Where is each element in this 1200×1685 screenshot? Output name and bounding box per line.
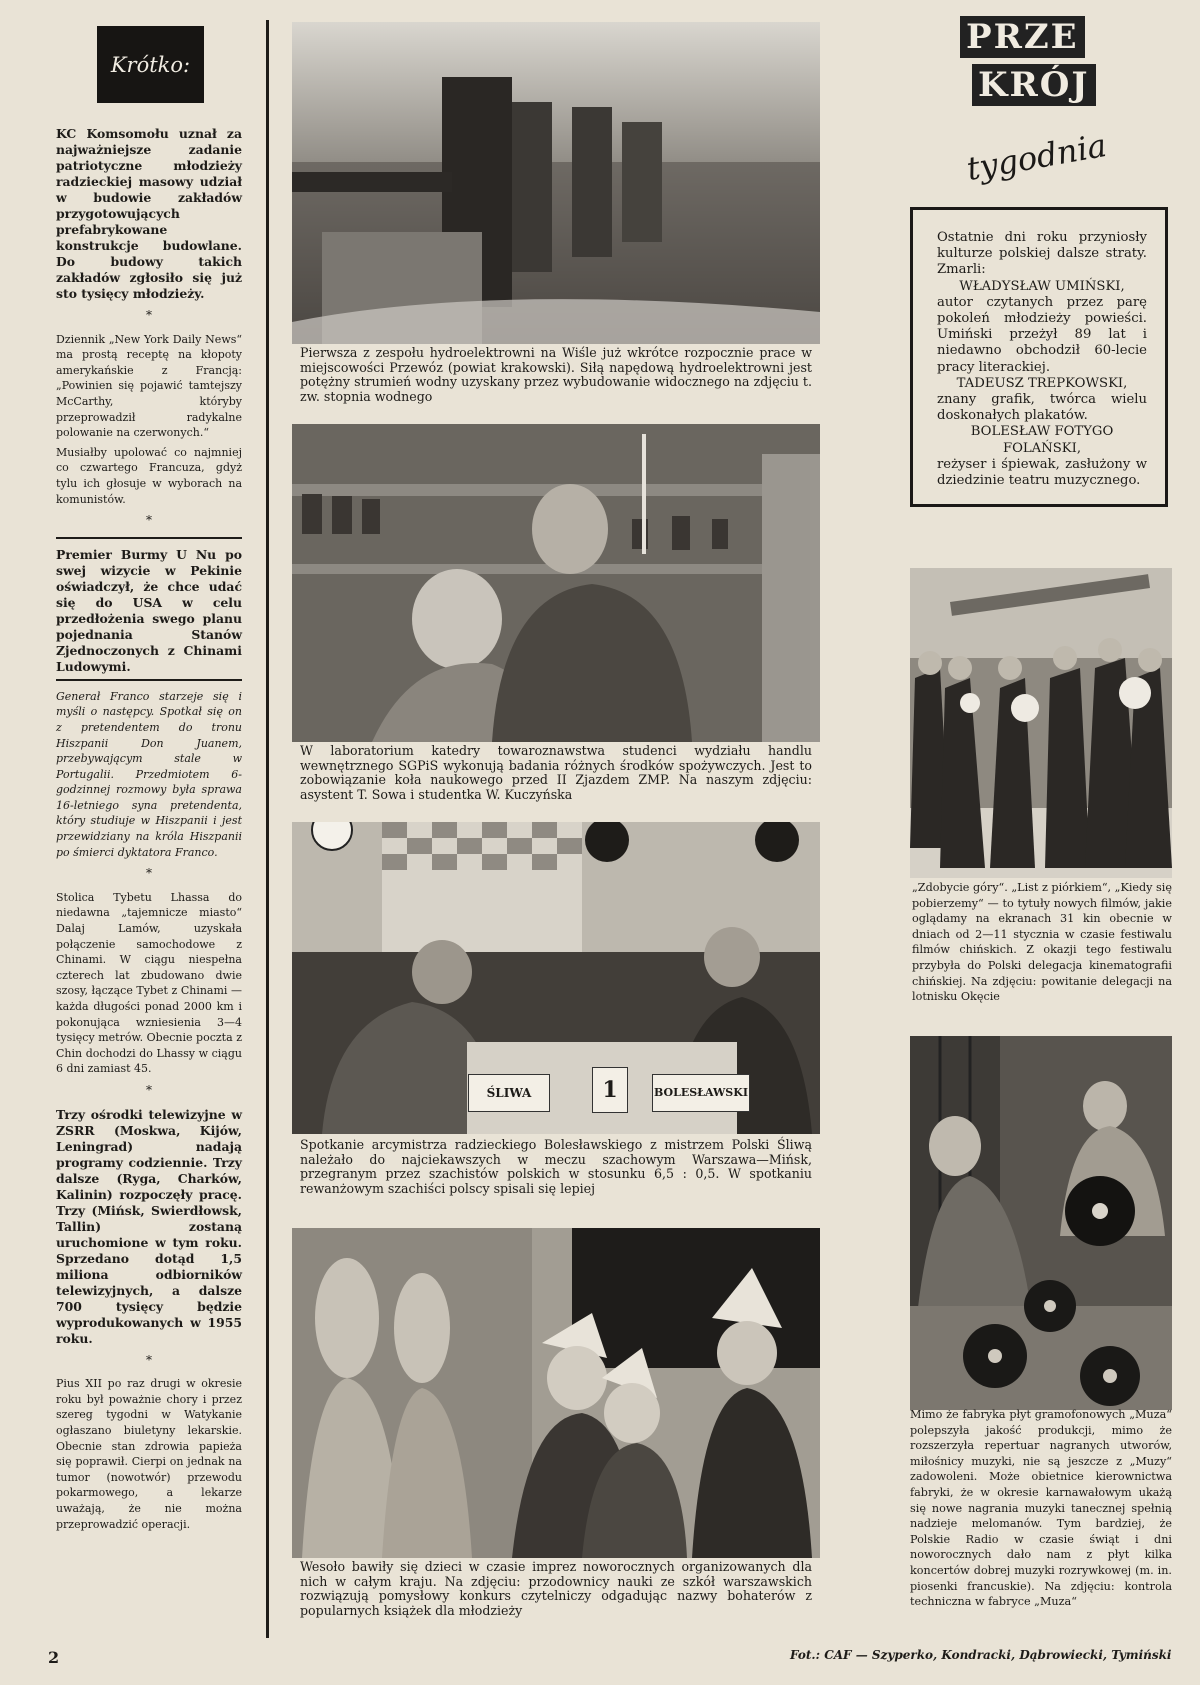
- section-logo: [97, 26, 204, 103]
- news-item-daily-news: Dziennik „New York Daily News“ ma prostą receptę na kłopoty amerykańskie z Francją: „Powinien się pojawić tamtejszy McCarthy, któryby przeprowadził radykalne polowanie na czerwonych.“: [56, 332, 242, 440]
- caption-laboratory: W laboratorium katedry towaroznawstwa studenci wydziału handlu wewnętrznego SGPiS wykonują badania różnych środków spożywczych. Jest to zobowiązanie koła naukowego przed II Zjazdem ZMP. Na naszym zdjęciu: asystent T. Sowa i studentka W. Kuczyńska: [300, 743, 812, 802]
- news-item-daily-news-2: Musiałby upolować co najmniej co czwartego Francuza, gdyż tylu ich głosuje w wyborach na komunistów.: [56, 445, 242, 506]
- separator-star: *: [146, 1082, 152, 1097]
- column-divider: [266, 20, 269, 1638]
- photo-children: [292, 1228, 820, 1558]
- news-item-burma: Premier Burmy U Nu po swej wizycie w Pekinie oświadczył, że chce udać się do USA w celu przedłożenia swego planu pojednania Stanów Zjednoczonych z Chinami Ludowymi.: [56, 546, 242, 674]
- obituary-name-1: WŁADYSŁAW UMIŃSKI,: [959, 278, 1125, 294]
- news-item-komsomol: KC Komsomołu uznał za najważniejsze zadanie patriotyczne młodzieży radzieckiej masowy udział w budowie zakładów przygotowujących prefabrykowane konstrukcje budowlane. Do budowy takich zakładów zgłosiło się już sto tysięcy młodzieży.: [56, 126, 242, 301]
- nameplate-sliwa: ŚLIWA: [468, 1074, 550, 1112]
- page-number: 2: [48, 1648, 60, 1667]
- divider: [56, 537, 242, 539]
- photo-film-delegation: [910, 568, 1172, 878]
- news-item-lhassa: Stolica Tybetu Lhassa do niedawna „tajemnicze miasto“ Dalaj Lamów, uzyskała połączenie samochodowe z Chinami. W ciągu niespełna czterech lat zbudowano dwie szosy, łączące Tybet z Chinami — każda długości ponad 2000 km i pokonująca wzniesienia 3—4 tysięcy metrów. Obecnie poczta z Chin dochodzi do Lhassy w ciągu 6 dni zamiast 45.: [56, 890, 242, 1076]
- board-number: 1: [592, 1067, 628, 1113]
- news-column: [56, 126, 242, 1536]
- photo-chess-match: [292, 822, 820, 1134]
- separator-star: *: [146, 1352, 152, 1367]
- obituary-text-1: autor czytanych przez parę pokoleń młodzieży powieści. Umiński przeżył 89 lat i niedawno obchodził 60-lecie pracy literackiej.: [937, 294, 1147, 375]
- separator-star: *: [146, 513, 152, 528]
- separator-star: *: [146, 866, 152, 881]
- obituary-intro: Ostatnie dni roku przyniosły kulturze polskiej dalsze straty. Zmarli:: [937, 230, 1147, 278]
- caption-muza-factory: Mimo że fabryka płyt gramofonowych „Muza“ polepszyła jakość produkcji, mimo że rozszerzyła repertuar nagranych utworów, miłośnicy muzyki, nie są jeszcze z „Muzy“ zadowoleni. Może obietnice kierownictwa fabryki, że w okresie karnawałowym ukażą się nowe nagrania muzyki tanecznej spełnią nadzieje melomanów. Tym bardziej, że Polskie Radio w czasie świąt i dni noworocznych dało nam z płyt kilka koncertów dobrej muzyki rozrywkowej (m. in. piosenki francuskie). Na zdjęciu: kontrola techniczna w fabryce „Muza“: [910, 1408, 1172, 1609]
- masthead-subtitle: tygodnia: [963, 126, 1110, 188]
- obituary-text-2: znany grafik, twórca wielu doskonałych plakatów.: [937, 392, 1147, 424]
- news-item-franco: Generał Franco starzeje się i myśli o następcy. Spotkał się on z pretendentem do tronu Hiszpanii Don Juanem, przebywającym stale w Portugalii. Przedmiotem 6-godzinnej rozmowy była sprawa 16-letniego syna pretendenta, który studiuje w Hiszpanii i jest przewidziany na króla Hiszpanii po śmierci dyktatora Franco.: [56, 689, 242, 859]
- section-logo-text: Krótko:: [110, 52, 191, 77]
- obituary-box: [910, 207, 1168, 507]
- obituary-name-2: TADEUSZ TREPKOWSKI,: [956, 375, 1128, 391]
- masthead-logo: [960, 16, 1122, 106]
- obituary-name-3: BOLESŁAW FOTYGO FOLAŃSKI,: [970, 424, 1114, 456]
- caption-hydroelectric: Pierwsza z zespołu hydroelektrowni na Wiśle już wkrótce rozpocznie prace w miejscowości Przewóz (powiat krakowski). Siłą napędową hydroelektrowni jest potężny strumień wodny uzyskany przez wybudowanie widocznego na zdjęciu t. zw. stopnia wodnego: [300, 345, 812, 404]
- nameplate-boleslawski: BOLESŁAWSKI: [652, 1074, 750, 1112]
- separator-star: *: [146, 308, 152, 322]
- caption-chess-match: Spotkanie arcymistrza radzieckiego Bolesławskiego z mistrzem Polski Śliwą należało do najciekawszych w meczu szachowym Warszawa—Mińsk, przegranym przez szachistów polskich w stosunku 6,5 : 0,5. W spotkaniu rewanżowym szachiści polscy spisali się lepiej: [300, 1137, 812, 1196]
- photo-laboratory: [292, 424, 820, 742]
- masthead-word-2: KRÓJ: [972, 64, 1096, 106]
- photo-muza-factory: [910, 1036, 1172, 1410]
- caption-children: Wesoło bawiły się dzieci w czasie imprez noworocznych organizowanych dla nich w całym kraju. Na zdjęciu: przodownicy nauki ze szkół warszawskich rozwiązują pomysłowy konkurs czytelniczy odgadując nazwy bohaterów z popularnych książek dla młodzieży: [300, 1559, 812, 1618]
- caption-film-delegation: „Zdobycie góry“. „List z piórkiem“, „Kiedy się pobierzemy“ — to tytuły nowych filmów, jakie oglądamy na ekranach 31 kin obecnie w dniach od 2—11 stycznia w czasie festiwalu filmów chińskich. Z okazji tego festiwalu przybyła do Polski delegacja kinematografii chińskiej. Na zdjęciu: powitanie delegacji na lotnisku Okęcie: [912, 881, 1172, 1004]
- photo-credits: Fot.: CAF — Szyperko, Kondracki, Dąbrowiecki, Tymiński: [790, 1648, 1172, 1662]
- divider: [56, 679, 242, 681]
- photo-hydroelectric: [292, 22, 820, 344]
- news-item-television: Trzy ośrodki telewizyjne w ZSRR (Moskwa, Kijów, Leningrad) nadają programy codziennie. Trzy dalsze (Ryga, Charków, Kalinin) rozpoczęły pracę. Trzy (Mińsk, Swierdłowsk, Tallin) zostaną uruchomione w tym roku. Sprzedano dotąd 1,5 miliona odbiorników telewizyjnych, a dalsze 700 tysięcy będzie wyprodukowanych w 1955 roku.: [56, 1106, 242, 1346]
- obituary-text-3: reżyser i śpiewak, zasłużony w dziedzinie teatru muzycznego.: [937, 456, 1147, 489]
- masthead-word-1: PRZE: [960, 16, 1085, 58]
- news-item-pius: Pius XII po raz drugi w okresie roku był poważnie chory i przez szereg tygodni w Watykanie ogłaszano biuletyny lekarskie. Obecnie stan zdrowia papieża się poprawił. Cierpi on jednak na tumor (nowotwór) przewodu pokarmowego, a lekarze uważają, że nie można przeprowadzić operacji.: [56, 1377, 242, 1531]
